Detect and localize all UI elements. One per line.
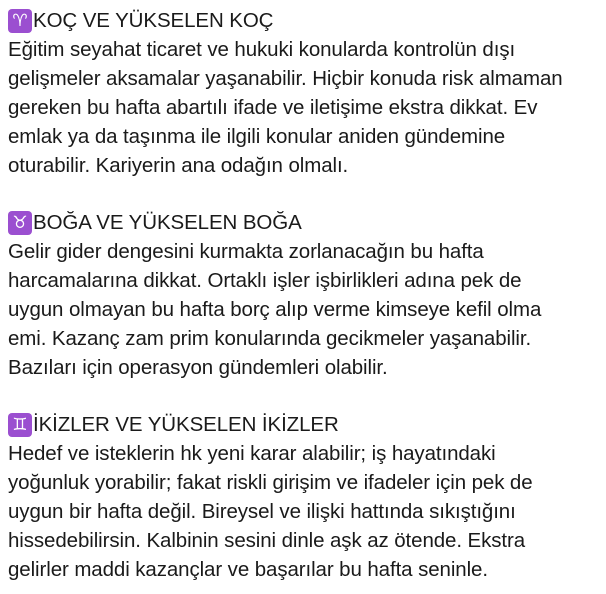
text-line: emi. Kazanç zam prim konularında gecikmeler yaşanabilir.	[8, 327, 532, 350]
section-title: KOÇ VE YÜKSELEN KOÇ	[33, 9, 274, 32]
section-taurus	[8, 208, 598, 382]
text-line: emlak ya da taşınma ile ilgili konular aniden gündemine	[8, 125, 506, 148]
text-line: gelişmeler aksamalar yaşanabilir. Hiçbir konuda risk almaman	[8, 67, 563, 90]
text-line: Eğitim seyahat ticaret ve hukuki konularda kontrolün dışı	[8, 38, 516, 61]
text-line: oturabilir. Kariyerin ana odağın olmalı.	[8, 154, 349, 177]
text-line: harcamalarına dikkat. Ortaklı işler işbirlikleri adına pek de	[8, 269, 522, 292]
section-body	[8, 35, 598, 180]
section-gemini	[8, 410, 598, 584]
section-body	[8, 237, 598, 382]
text-line: Hedef ve isteklerin hk yeni karar alabilir; iş hayatındaki	[8, 442, 496, 465]
section-heading	[8, 6, 598, 35]
text-line: yoğunluk yorabilir; fakat riskli girişim ve ifadeler için pek de	[8, 471, 533, 494]
text-line: uygun olmayan bu hafta borç alıp verme kimseye kefil olma	[8, 298, 542, 321]
text-line: gereken bu hafta abartılı ifade ve iletişime ekstra dikkat. Ev	[8, 96, 538, 119]
aries-icon: ♈	[8, 9, 32, 33]
section-body	[8, 439, 598, 584]
taurus-icon: ♉	[8, 211, 32, 235]
text-line: Gelir gider dengesini kurmakta zorlanacağın bu hafta	[8, 240, 484, 263]
section-aries	[8, 6, 598, 180]
section-heading	[8, 410, 598, 439]
text-line: hissedebilirsin. Kalbinin sesini dinle aşk az ötende. Ekstra	[8, 529, 526, 552]
section-title: BOĞA VE YÜKSELEN BOĞA	[33, 211, 302, 234]
text-line: gelirler maddi kazançlar ve başarılar bu hafta seninle.	[8, 558, 488, 581]
text-line: uygun bir hafta değil. Bireysel ve ilişki hattında sıkıştığını	[8, 500, 516, 523]
section-title: İKİZLER VE YÜKSELEN İKİZLER	[33, 413, 339, 436]
gemini-icon: ♊	[8, 413, 32, 437]
text-line: Bazıları için operasyon gündemleri olabilir.	[8, 356, 388, 379]
section-heading	[8, 208, 598, 237]
